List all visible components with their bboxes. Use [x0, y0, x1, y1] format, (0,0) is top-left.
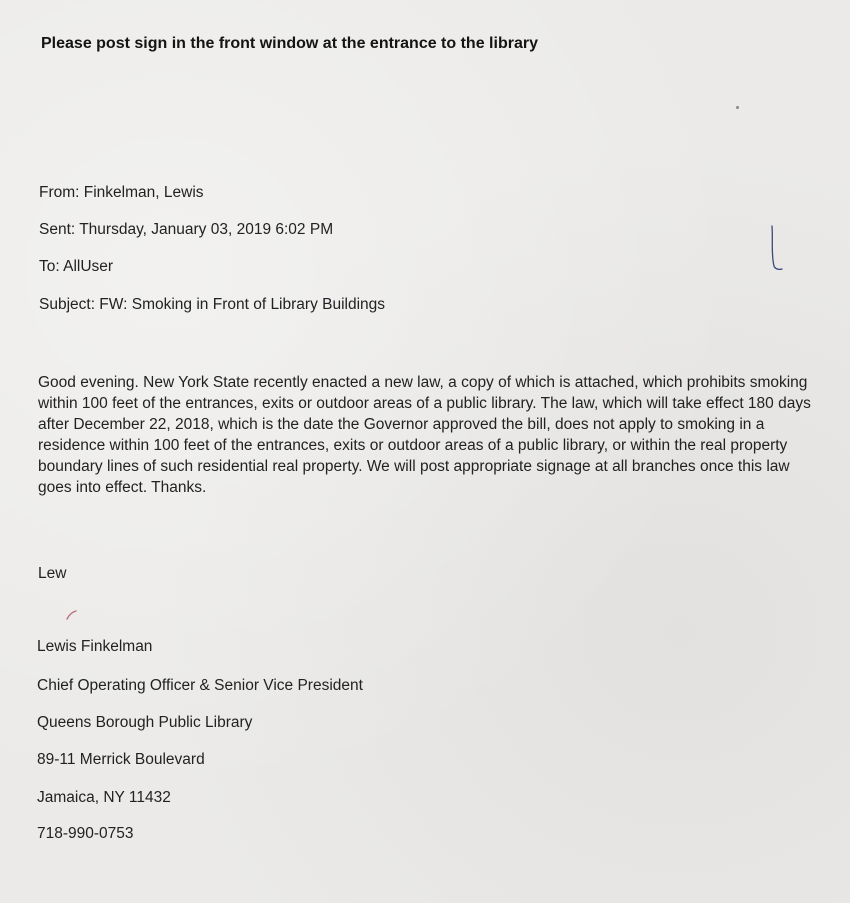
signature-name: Lewis Finkelman	[37, 638, 153, 655]
email-to-line: To: AllUser	[39, 258, 114, 275]
email-from-line: From: Finkelman, Lewis	[39, 184, 204, 201]
scan-speck	[736, 106, 739, 109]
red-pen-tick-icon	[64, 607, 80, 623]
posting-instruction-heading: Please post sign in the front window at the entrance to the library	[41, 35, 538, 52]
email-sent-line: Sent: Thursday, January 03, 2019 6:02 PM	[39, 221, 334, 238]
email-body-paragraph: Good evening. New York State recently enacted a new law, a copy of which is attached, which prohibits smoking within 100 feet of the entrances, exits or outdoor areas of a public library. The law, which will take effect 180 days after December 22, 2018, which is the date the Governor approved the bill, does not apply to smoking in a residence within 100 feet of the entrances, exits or outdoor areas of a public library, or within the real property boundary lines of such residential real property. We will post appropriate signage at all branches once this law goes into effect. Thanks.	[38, 374, 811, 496]
email-closing: Lew	[38, 565, 67, 582]
signature-city-state-zip: Jamaica, NY 11432	[37, 789, 171, 806]
email-subject-line: Subject: FW: Smoking in Front of Library Buildings	[39, 296, 386, 313]
pen-mark-icon	[760, 222, 790, 282]
signature-title: Chief Operating Officer & Senior Vice President	[37, 677, 363, 694]
signature-organization: Queens Borough Public Library	[37, 714, 253, 731]
signature-street-address: 89-11 Merrick Boulevard	[37, 751, 205, 768]
signature-phone: 718-990-0753	[37, 825, 134, 842]
